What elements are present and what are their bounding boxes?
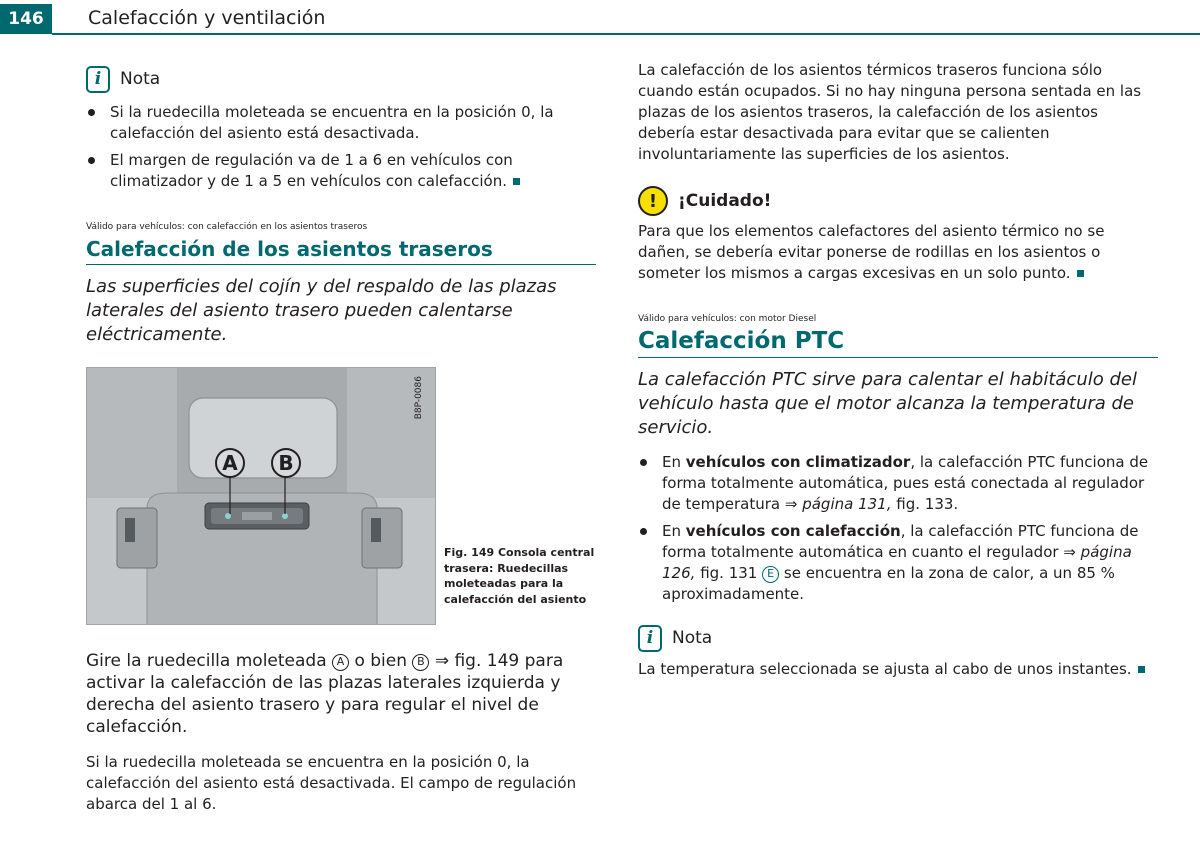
- bullet-bold: vehículos con calefacción: [685, 522, 901, 540]
- end-mark-icon: [1138, 666, 1145, 673]
- validity-line: Válido para vehículos: con motor Diesel: [638, 314, 817, 324]
- paragraph-occupied-seats: La calefacción de los asientos térmicos traseros funciona sólo cuando están ocupados. Si no hay ninguna persona sentada en las plazas de los asientos traseros, la calefacción de los asientos debería estar desactivada para evitar que se calienten involuntariamente las superficies de los asientos.: [638, 61, 1142, 163]
- ptc-bullet: [638, 452, 1158, 515]
- right-column: [638, 60, 1158, 680]
- paragraph-text: o bien: [354, 651, 407, 671]
- info-icon: i: [86, 66, 110, 93]
- caution-header: [638, 181, 1158, 221]
- caution-title: ¡Cuidado!: [678, 191, 772, 211]
- figure-code: B8P-0086: [414, 376, 424, 420]
- paragraph-position-zero: Si la ruedecilla moleteada se encuentra en la posición 0, la calefacción del asiento está desactivada. El campo de regulación abarca del 1 al 6.: [86, 753, 577, 813]
- bullet-bold: vehículos con climatizador: [685, 453, 911, 471]
- note-bullet-text: El margen de regulación va de 1 a 6 en vehículos con climatizador y de 1 a 5 en vehículos con calefacción.: [110, 151, 513, 190]
- marker-b: B: [412, 654, 429, 671]
- caution-icon: !: [638, 186, 668, 216]
- note-header: [638, 621, 1158, 655]
- end-mark-icon: [513, 178, 520, 185]
- paragraph-text: ⇒ fig. 149 para activar la calefacción de las plazas laterales izquierda y derecha del asiento trasero y para regular el nivel de calefacción.: [86, 651, 564, 737]
- bullet-text: fig. 131: [700, 564, 758, 582]
- left-column: [86, 62, 596, 347]
- section-heading: Calefacción PTC: [638, 328, 1158, 358]
- bullet-text: En: [662, 453, 681, 471]
- page-number: 146: [0, 4, 52, 34]
- paragraph-text: Gire la ruedecilla moleteada: [86, 651, 327, 671]
- note-bullet-text: Si la ruedecilla moleteada se encuentra en la posición 0, la calefacción del asiento está desactivada.: [110, 103, 554, 142]
- section-heading: Calefacción de los asientos traseros: [86, 237, 596, 265]
- figure-caption: Fig. 149 Consola central trasera: Ruedecillas moleteadas para la calefacción del asiento: [444, 546, 595, 606]
- caution-text: [638, 221, 1158, 284]
- bullet-dot-icon: [640, 459, 647, 466]
- figure-label-a: A: [215, 448, 245, 478]
- lead-paragraph: Las superficies del cojín y del respaldo de las plazas laterales del asiento trasero pueden calentarse eléctricamente.: [86, 276, 557, 345]
- note-header: [86, 62, 596, 96]
- note-text-body: La temperatura seleccionada se ajusta al cabo de unos instantes.: [638, 660, 1132, 678]
- bullet-text: se encuentra en la zona de calor, a un 85 % aproximadamente.: [662, 564, 1115, 603]
- marker-e: E: [762, 566, 779, 583]
- ptc-bullet: [638, 521, 1158, 605]
- marker-a: A: [332, 654, 349, 671]
- lead-paragraph: La calefacción PTC sirve para calentar el habitáculo del vehículo hasta que el motor alcanza la temperatura de servicio.: [638, 369, 1137, 438]
- bullet-text: , la calefacción PTC funciona de forma totalmente automática, pues está conectada al regulador de temperatura ⇒: [662, 453, 1149, 513]
- page-section-title: Calefacción y ventilación: [88, 7, 326, 29]
- caution-text-body: Para que los elementos calefactores del asiento térmico no se dañen, se debería evitar ponerse de rodillas en los asientos o someter los mismos a cargas excesivas en un solo punto.: [638, 222, 1105, 282]
- bullet-dot-icon: [640, 528, 647, 535]
- bullet-text: fig. 133.: [896, 495, 959, 513]
- header-rule: [52, 33, 1200, 35]
- left-bottom-text: [86, 650, 596, 815]
- info-icon: i: [638, 625, 662, 652]
- page-reference: página 131,: [802, 495, 892, 513]
- validity-line: Válido para vehículos: con calefacción en los asientos traseros: [86, 222, 368, 232]
- note-text: [638, 659, 1158, 680]
- figure-label-b: B: [271, 448, 301, 478]
- note-title: Nota: [672, 628, 713, 648]
- bullet-text: , la calefacción PTC funciona de forma totalmente automática en cuanto el regulador ⇒: [662, 522, 1139, 561]
- bullet-dot-icon: [88, 157, 95, 164]
- bullet-text: En: [662, 522, 681, 540]
- note-title: Nota: [120, 69, 161, 89]
- page-reference: página 126,: [662, 543, 1132, 582]
- note-bullet: [86, 150, 596, 192]
- note-bullet: [86, 102, 596, 144]
- rear-console-illustration: [87, 368, 436, 625]
- figure-rear-console: [86, 367, 436, 625]
- bullet-dot-icon: [88, 109, 95, 116]
- page-header: [0, 0, 1200, 40]
- paragraph-turn-wheel: [86, 650, 596, 738]
- end-mark-icon: [1077, 270, 1084, 277]
